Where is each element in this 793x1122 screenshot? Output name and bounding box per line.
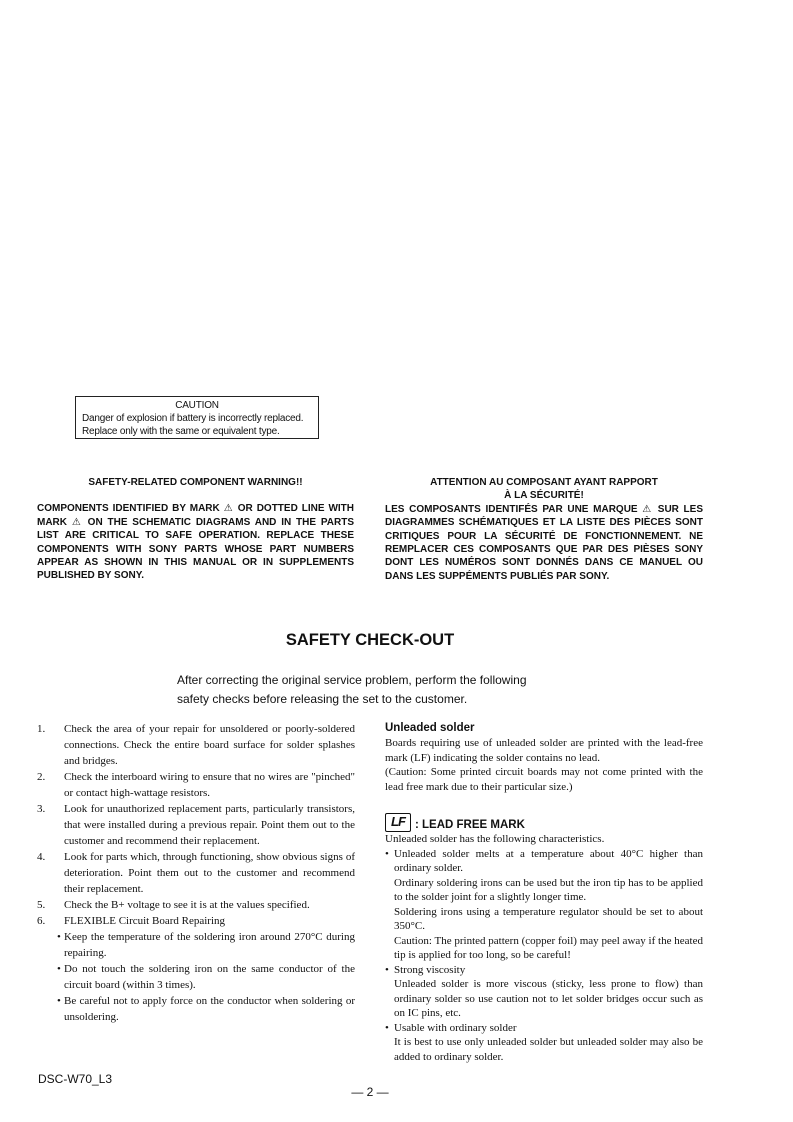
caution-box xyxy=(75,396,319,439)
model-code: DSC-W70_L3 xyxy=(38,1072,113,1086)
warning-triangle-icon: ⚠ xyxy=(223,503,234,515)
intro-line-2: safety checks before releasing the set to the customer. xyxy=(177,692,468,706)
warning-triangle-icon: ⚠ xyxy=(71,516,83,528)
flex-bullet-item: • Do not touch the soldering iron on the same conductor of the circuit board (within 3 times). xyxy=(57,963,355,991)
warning-triangle-icon: ⚠ xyxy=(642,503,654,515)
caution-line-1: Danger of explosion if battery is incorrectly replaced. xyxy=(82,413,304,424)
caution-title: CAUTION xyxy=(175,400,219,411)
checklist-item: 1. Check the area of your repair for unsoldered or poorly-soldered connections. Check the entire board surface for solder splashes and bridges. xyxy=(37,723,355,767)
checklist-item: 5. Check the B+ voltage to see it is at the values specified. xyxy=(37,899,310,911)
safety-warning-text-fr: LES COMPOSANTS IDENTIFÉS PAR UNE MARQUE ⚠ SUR LES DIAGRAMMES SCHÉMATIQUES ET LA LISTE DES PIÈCES SONT CRITIQUES POUR LA SÉCURITÉ DE FONCTIONNEMENT. NE REMPLACER CES COMPOSANTS QUE PAR DES PIÈSES SONY DONT LES NUMÉROS SONT DONNÉS DANS CE MANUEL OU DANS LES SUPPÉMENTS PUBLIÉS PAR SONY. xyxy=(385,503,703,582)
lead-free-mark-label: : LEAD FREE MARK xyxy=(415,818,525,831)
caution-line-2: Replace only with the same or equivalent type. xyxy=(82,426,280,437)
characteristic-bullet: • Strong viscosity xyxy=(385,963,466,976)
characteristic-bullet: • Unleaded solder melts at a temperature about 40°C higher than ordinary solder. xyxy=(385,847,703,874)
checklist-item: 3. Look for unauthorized replacement parts, particularly transistors, that were installed during a previous repair. Point them out to the customer and recommend their replacement. xyxy=(37,803,355,847)
characteristic-detail: Caution: The printed pattern (copper foil) may peel away if the heated tip is applied for too long, so be careful! xyxy=(394,934,703,961)
unleaded-para-1: Boards requiring use of unleaded solder are printed with the lead-free mark (LF) indicating the solder contains no lead. xyxy=(385,737,703,764)
characteristic-detail: Soldering irons using a temperature regulator should be set to about 350°C. xyxy=(394,905,703,932)
flex-bullet-item: • Keep the temperature of the soldering iron around 270°C during repairing. xyxy=(57,931,355,959)
unleaded-solder-section xyxy=(385,720,703,1064)
safety-checklist xyxy=(37,721,355,1025)
checklist-item: 4. Look for parts which, through functioning, show obvious signs of deterioration. Point them out to the customer and recommend their replacement. xyxy=(37,851,355,895)
safety-warning-english xyxy=(37,476,354,583)
intro-line-1: After correcting the original service problem, perform the following xyxy=(177,673,527,687)
characteristic-bullet: • Usable with ordinary solder xyxy=(385,1021,517,1034)
characteristic-detail: It is best to use only unleaded solder but unleaded solder may also be added to ordinary solder. xyxy=(394,1036,703,1063)
lead-free-mark-icon: LF xyxy=(385,813,411,832)
unleaded-para-2: (Caution: Some printed circuit boards may not come printed with the lead free mark due to their particular size.) xyxy=(385,766,703,793)
unleaded-solder-heading: Unleaded solder xyxy=(385,722,475,734)
intro-text xyxy=(177,671,527,709)
page-title: SAFETY CHECK-OUT xyxy=(285,631,455,649)
characteristics-intro: Unleaded solder has the following characteristics. xyxy=(385,833,605,845)
lead-free-mark-row xyxy=(385,810,703,832)
safety-warning-french xyxy=(385,476,703,583)
checklist-item: 2. Check the interboard wiring to ensure that no wires are "pinched" or contact high-wattage resistors. xyxy=(37,771,355,799)
flex-bullet-item: • Be careful not to apply force on the conductor when soldering or unsoldering. xyxy=(57,995,355,1023)
safety-warning-heading-fr-2: À LA SÉCURITÉ! xyxy=(504,490,584,502)
safety-warning-heading: SAFETY-RELATED COMPONENT WARNING!! xyxy=(88,477,303,488)
characteristic-detail: Unleaded solder is more viscous (sticky, less prone to flow) than ordinary solder so use caution not to let solder bridges occur such as on IC pins, etc. xyxy=(394,978,703,1019)
safety-warning-text: COMPONENTS IDENTIFIED BY MARK ⚠ OR DOTTED LINE WITH MARK ⚠ ON THE SCHEMATIC DIAGRAMS AND IN THE PARTS LIST ARE CRITICAL TO SAFE OPERATION. REPLACE THESE COMPONENTS WITH SONY PARTS WHOSE PART NUMBERS APPEAR AS SHOWN IN THIS MANUAL OR IN SUPPLEMENTS PUBLISHED BY SONY. xyxy=(37,503,354,582)
characteristic-detail: Ordinary soldering irons can be used but the iron tip has to be applied to the solder joint for a slightly longer time. xyxy=(394,876,703,903)
safety-warning-heading-fr-1: ATTENTION AU COMPOSANT AYANT RAPPORT xyxy=(430,477,658,488)
page-number: — 2 — xyxy=(351,1085,389,1099)
checklist-item: 6. FLEXIBLE Circuit Board Repairing xyxy=(37,915,225,927)
